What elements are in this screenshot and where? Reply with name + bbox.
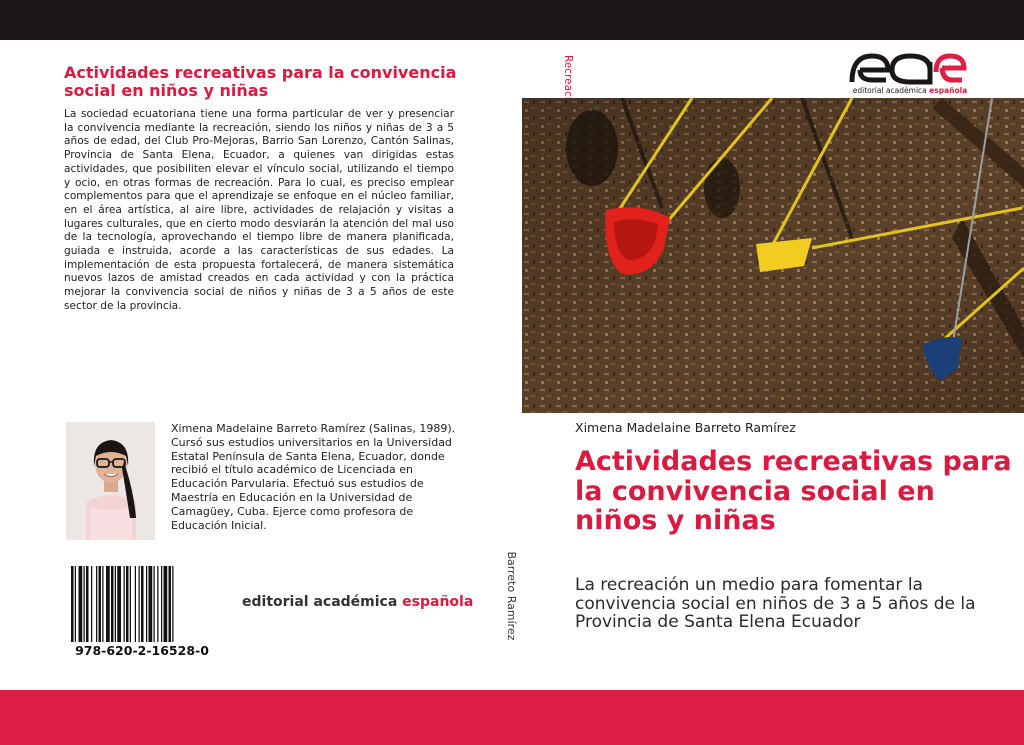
barcode-icon: [70, 566, 214, 642]
back-publisher-main: editorial académica: [242, 594, 403, 610]
author-photo: [66, 422, 155, 540]
back-publisher-name: [242, 594, 473, 610]
spine-title: Recreación: [562, 55, 574, 113]
author-bio: Ximena Madelaine Barreto Ramírez (Salinas, 1989). Cursó sus estudios universitarios en la Universidad Estatal Península de Santa Elena, Ecuador, donde recibió el título académico de Licenciada en Educación Parvularia. Efectuó sus estudios de Maestría en Educación en la Universidad de Camagüey, Cuba. Ejerce como profesora de Educación Inicial.: [171, 422, 456, 532]
cover-photo-swings: [522, 98, 1024, 413]
back-publisher-accent: española: [402, 594, 474, 610]
front-cover-title: Actividades recreativas para la convivencia social en niños y niñas: [575, 446, 1012, 536]
top-bar: [0, 0, 1024, 40]
front-cover-subtitle: La recreación un medio para fomentar la convivencia social en niños de 3 a 5 años de la Provincia de Santa Elena Ecuador: [575, 575, 976, 632]
spine-author: Barreto Ramírez: [505, 551, 518, 641]
logo-caption-accent: española: [929, 86, 968, 95]
logo-caption-main: editorial académica: [852, 86, 930, 95]
back-cover-blurb: La sociedad ecuatoriana tiene una forma particular de ver y presenciar la convivencia mediante la recreación, siendo los niños y niñas de 3 a 5 años de edad, del Club Pro-Mejoras, Barrio San Lorenzo, Cantón Salinas, Provincia de Santa Elena, Ecuador, a quienes van dirigidas estas actividades, que posibiliten elevar el vínculo social, utilizando el tiempo y ocio, en otras formas de recreación. Para lo cual, es preciso emplear complementos para que el aprendizaje se enfoque en el núcleo familiar, en el área artística, al aire libre, actividades de relajación y visitas a lugares culturales, que en cierto modo desviarán la atención del mal uso de la tecnología, aprovechando el tiempo libre de manera planificada, guiada e instruida, acorde a las características de sus edades. La implementación de esta propuesta fortalecerá, de manera sistemática nuevos lazos de amistad creados en cada actividad y con la práctica mejorar la convivencia social de niños y niñas de 3 a 5 años de este sector de la provincia.: [64, 108, 454, 312]
logo-caption: [848, 86, 972, 95]
swings-photo-image: [522, 98, 1024, 413]
isbn-number: 978-620-2-16528-0: [75, 643, 209, 658]
front-cover-author: Ximena Madelaine Barreto Ramírez: [575, 420, 796, 435]
bottom-accent-bar: [0, 690, 1024, 745]
back-cover-title: Actividades recreativas para la convivencia social en niños y niñas: [64, 63, 457, 100]
author-portrait-image: [66, 422, 155, 540]
